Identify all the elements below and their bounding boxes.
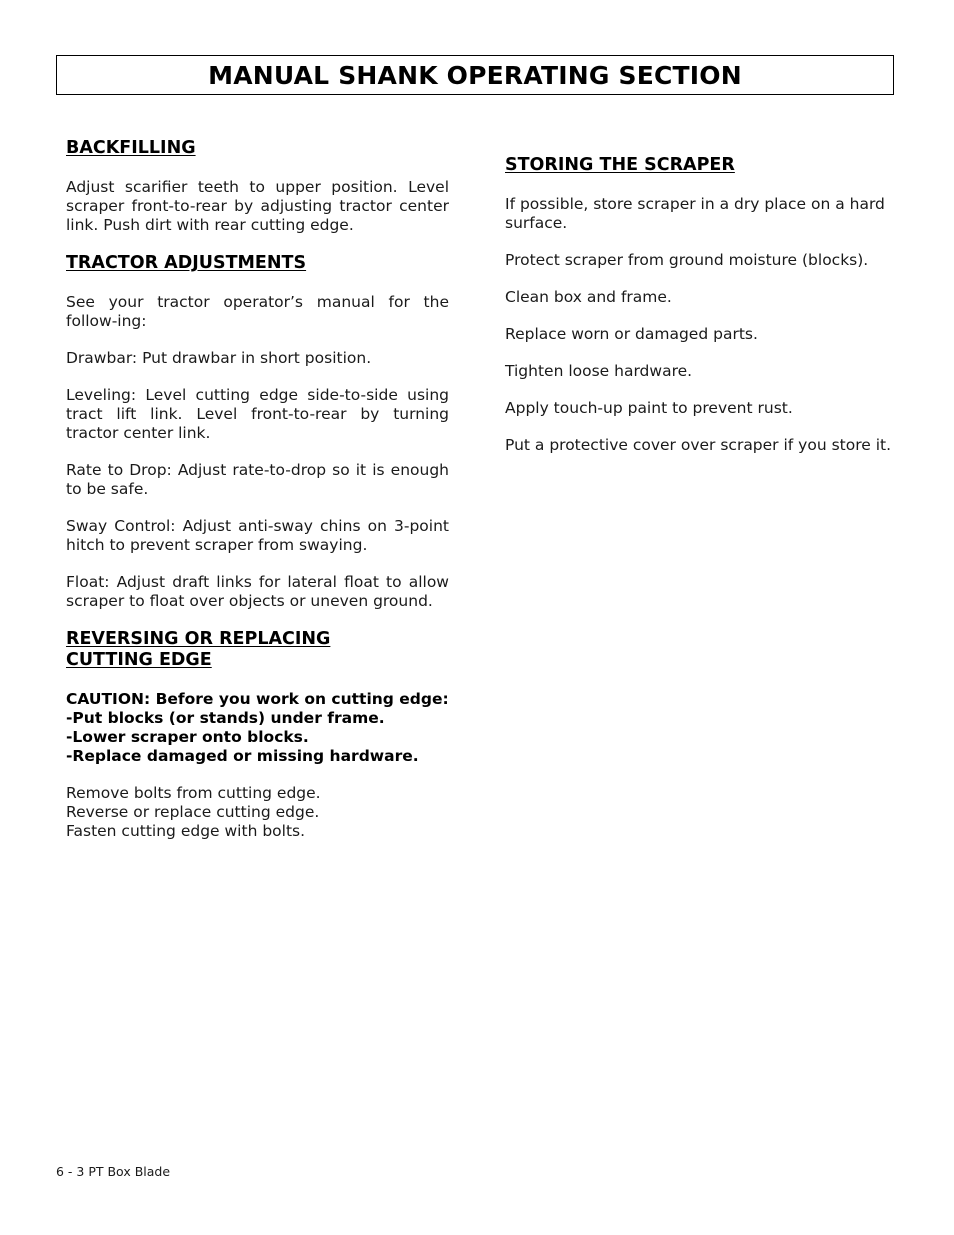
caution-line: -Replace damaged or missing hardware. — [66, 747, 419, 765]
caution-line: -Lower scraper onto blocks. — [66, 728, 309, 746]
left-column — [66, 138, 449, 841]
caution-line: CAUTION: Before you work on cutting edge: — [66, 690, 449, 708]
reversing-heading-line2: CUTTING EDGE — [66, 650, 212, 670]
storing-item: Tighten loose hardware. — [505, 362, 693, 380]
reversing-section — [66, 629, 449, 841]
right-column — [505, 155, 893, 473]
reversing-heading — [66, 629, 449, 671]
float-text: Float: Adjust draft links for lateral float to allow scraper to float over objects or uneven ground. — [66, 573, 449, 610]
rate-to-drop-text: Rate to Drop: Adjust rate-to-drop so it is enough to be safe. — [66, 461, 449, 498]
caution-line: -Put blocks (or stands) under frame. — [66, 709, 385, 727]
backfilling-section — [66, 138, 449, 235]
tractor-intro-text: See your tractor operator’s manual for the follow-ing: — [66, 293, 449, 330]
reversing-heading-line1: REVERSING OR REPLACING — [66, 629, 331, 649]
leveling-text: Leveling: Level cutting edge side-to-side using tract lift link. Level front-to-rear by turning tractor center link. — [66, 386, 449, 442]
storing-item: Put a protective cover over scraper if you store it. — [505, 436, 892, 454]
page-title: MANUAL SHANK OPERATING SECTION — [208, 60, 742, 90]
page-footer: 6 - 3 PT Box Blade — [56, 1164, 171, 1179]
step-line: Remove bolts from cutting edge. — [66, 784, 321, 802]
caution-block — [66, 690, 449, 766]
tractor-adjustments-section — [66, 253, 449, 611]
sway-control-text: Sway Control: Adjust anti-sway chins on 3-point hitch to prevent scraper from swaying. — [66, 517, 449, 554]
storing-item: Clean box and frame. — [505, 288, 672, 306]
step-line: Reverse or replace cutting edge. — [66, 803, 320, 821]
storing-item: Replace worn or damaged parts. — [505, 325, 758, 343]
storing-heading: STORING THE SCRAPER — [505, 155, 735, 175]
storing-section — [505, 155, 893, 455]
backfilling-text: Adjust scarifier teeth to upper position. Level scraper front-to-rear by adjusting tractor center link. Push dirt with rear cutting edge. — [66, 178, 449, 234]
storing-item: Apply touch-up paint to prevent rust. — [505, 399, 793, 417]
step-line: Fasten cutting edge with bolts. — [66, 822, 306, 840]
tractor-adjustments-heading: TRACTOR ADJUSTMENTS — [66, 253, 307, 273]
cutting-edge-steps — [66, 784, 449, 841]
backfilling-heading: BACKFILLING — [66, 138, 196, 158]
drawbar-text: Drawbar: Put drawbar in short position. — [66, 349, 372, 367]
storing-item: If possible, store scraper in a dry place on a hard surface. — [505, 195, 885, 232]
storing-item: Protect scraper from ground moisture (blocks). — [505, 251, 869, 269]
page-title-box — [56, 55, 894, 95]
